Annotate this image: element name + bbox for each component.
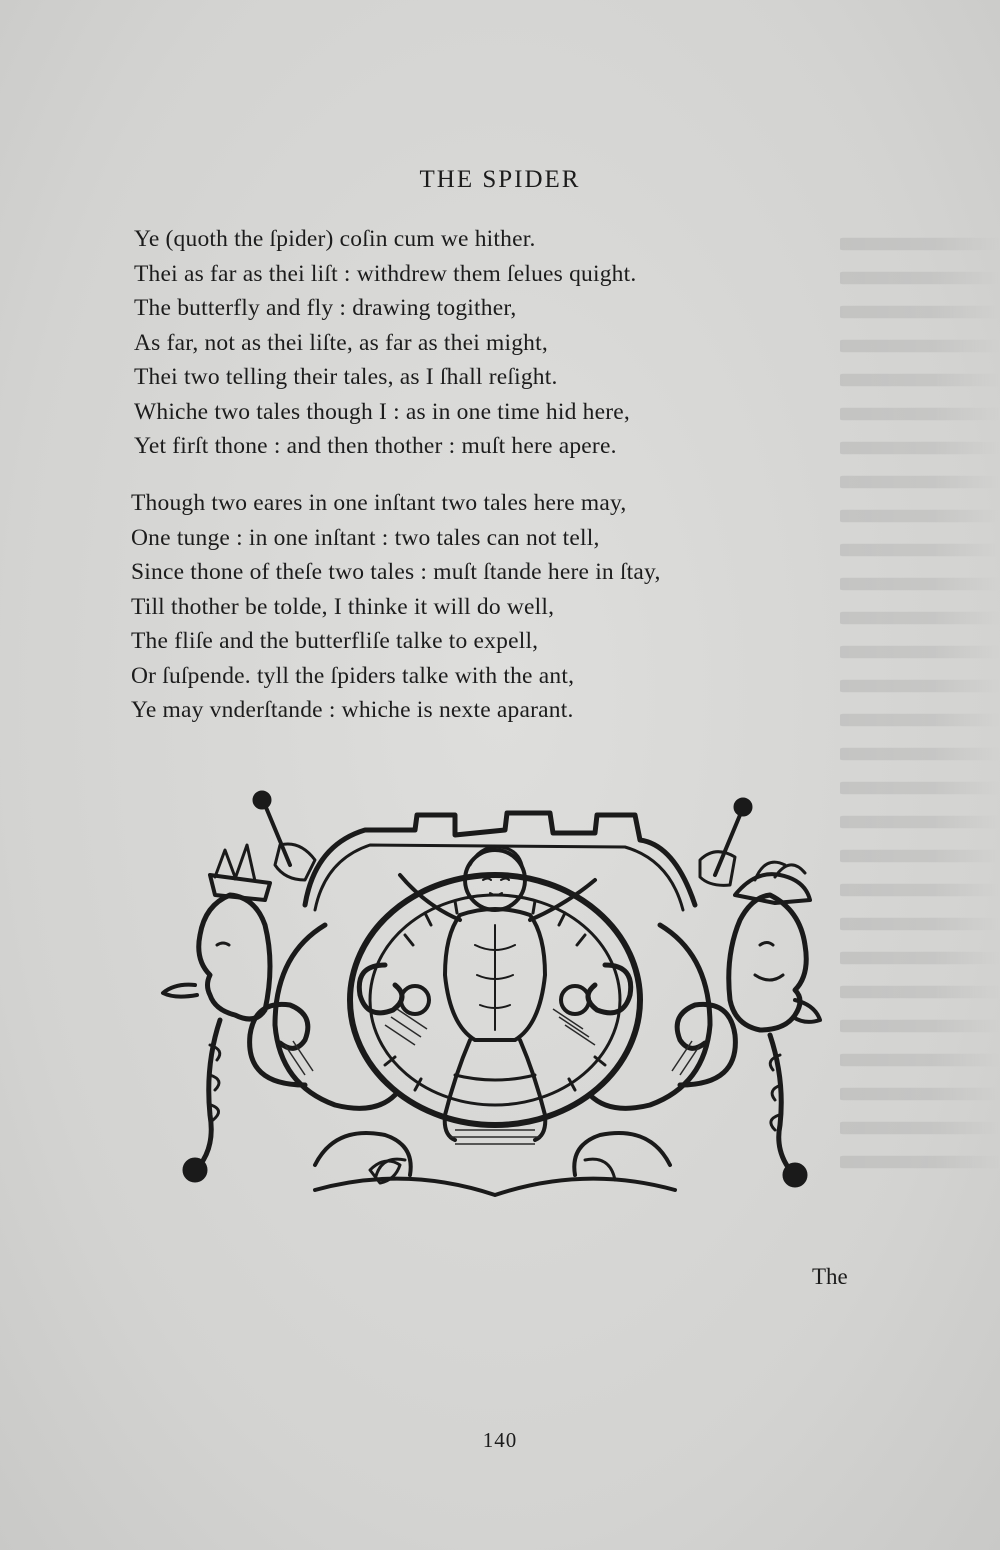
verse-line: As far, not as thei liſte, as far as thei might, [134, 329, 548, 356]
verse-line: The butterfly and fly : drawing togither, [134, 295, 517, 321]
stanza-1 [134, 222, 834, 464]
page-number: 140 [482, 1428, 518, 1452]
verse-line: Thei as far as thei liſt : withdrew them ſelues quight. [134, 260, 637, 287]
verse-line: Or ſuſpende. tyll the ſpiders talke with the ant, [131, 662, 575, 689]
verse-line: Ye (quoth the ſpider) coſin cum we hither. [134, 226, 536, 252]
verse-line: Though two eares in one inſtant two tales here may, [131, 490, 627, 516]
stanza-2 [131, 486, 831, 728]
verse-line: Ye may vnderſtande : whiche is nexte aparant. [131, 697, 574, 723]
catchword: The [812, 1264, 848, 1289]
verse-line: Yet firſt thone : and then thother : muſt here apere. [134, 433, 617, 459]
show-through [840, 230, 1000, 1280]
verse-line: Till thother be tolde, I thinke it will do well, [131, 593, 555, 620]
verse-line: One tunge : in one inſtant : two tales can not tell, [131, 524, 600, 551]
verse-line: Whiche two tales though I : as in one time hid here, [134, 398, 630, 425]
verse-line: Thei two telling their tales, as I ſhall reſight. [134, 364, 558, 390]
page-title: THE SPIDER [419, 166, 581, 193]
verse-line: The fliſe and the butterfliſe talke to expell, [131, 628, 539, 654]
verse-line: Since thone of theſe two tales : muſt ſtande here in ſtay, [131, 559, 661, 585]
woodcut-ornament [155, 785, 830, 1210]
